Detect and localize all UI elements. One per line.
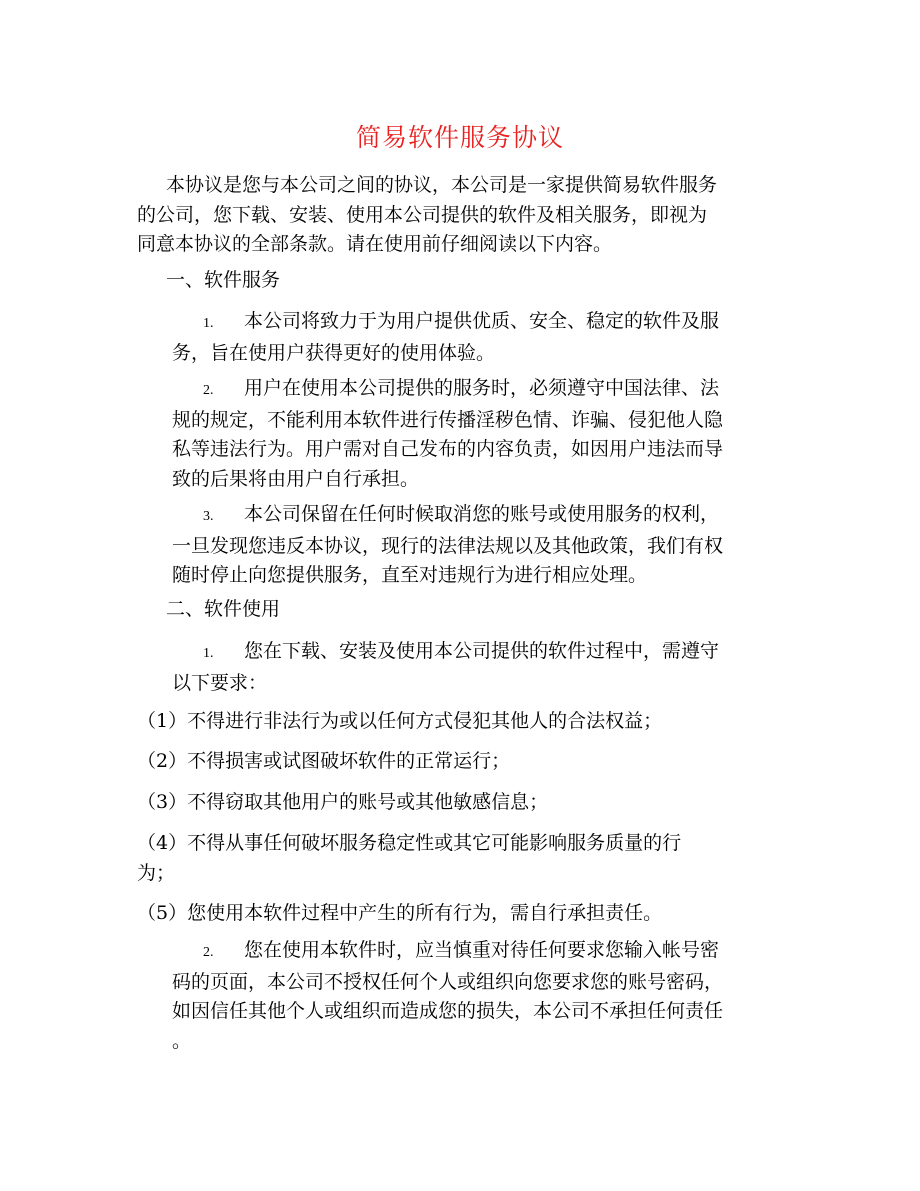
document-title: 简易软件服务协议 — [355, 123, 564, 152]
intro-line-1: 本协议是您与本公司之间的协议，本公司是一家提供简易软件服务 — [166, 174, 718, 196]
section2-item-1 — [172, 637, 719, 698]
requirement-1: （1）不得进行非法行为或以任何方式侵犯其他人的合法权益； — [137, 710, 663, 732]
requirement-3: （3）不得窃取其他用户的账号或其他敏感信息； — [137, 791, 549, 813]
requirement-4-line-1: （4）不得从事任何破坏服务稳定性或其它可能影响服务质量的行 — [137, 832, 682, 854]
section1-item-2-line-3: 私等违法行为。用户需对自己发布的内容负责，如因用户违法而导 — [172, 438, 724, 460]
requirement-5: （5）您使用本软件过程中产生的所有行为，需自行承担责任。 — [137, 902, 663, 924]
section1-item-2-line-2: 规的规定，不能利用本软件进行传播淫秽色情、诈骗、侵犯他人隐 — [172, 408, 724, 431]
item-text: 您在使用本软件时，应当慎重对待任何要求您输入帐号密 — [244, 939, 720, 961]
item-text: 您在下载、安装及使用本公司提供的软件过程中，需遵守 — [244, 640, 720, 662]
section-heading-1: 一、软件服务 — [166, 269, 281, 291]
item-text: 用户在使用本公司提供的服务时，必须遵守中国法律、法 — [244, 377, 720, 399]
requirement-4-line-2: 为； — [137, 861, 176, 884]
section1-item-1-line-2: 务，旨在使用户获得更好的使用体验。 — [172, 341, 496, 364]
intro-line-3: 同意本协议的全部条款。请在使用前仔细阅读以下内容。 — [137, 233, 613, 255]
item-number: 2. — [203, 383, 214, 398]
section1-item-3 — [172, 500, 723, 591]
item-number: 2. — [203, 945, 214, 960]
section1-item-3-line-1 — [172, 500, 723, 532]
section2-item-2-line-2: 码的页面，本公司不授权任何个人或组织向您要求您的账号密码， — [172, 970, 724, 993]
section2-item-2-line-4: 。 — [172, 1029, 192, 1052]
intro-line-2: 的公司，您下载、安装、使用本公司提供的软件及相关服务，即视为 — [137, 203, 708, 226]
item-number: 1. — [203, 646, 214, 661]
section1-item-3-line-3: 随时停止向您提供服务，直至对违规行为进行相应处理。 — [172, 564, 648, 586]
item-number: 1. — [203, 316, 214, 331]
section2-item-2-line-1 — [172, 936, 723, 968]
requirement-2: （2）不得损害或试图破坏软件的正常运行； — [137, 750, 511, 772]
section2-item-1-line-1 — [172, 637, 719, 669]
section2-item-2 — [172, 936, 723, 1056]
item-text: 本公司保留在任何时候取消您的账号或使用服务的权利， — [244, 503, 720, 525]
section2-item-1-line-2: 以下要求： — [172, 671, 268, 694]
section1-item-1-line-1 — [172, 307, 719, 339]
item-text: 本公司将致力于为用户提供优质、安全、稳定的软件及服 — [244, 310, 720, 332]
requirement-4 — [137, 829, 681, 888]
section1-item-2-line-4: 致的后果将由用户自行承担。 — [172, 467, 420, 490]
section-heading-2: 二、软件使用 — [166, 598, 281, 620]
section1-item-2-line-1 — [172, 374, 723, 406]
item-number: 3. — [203, 509, 214, 524]
section1-item-2 — [172, 374, 723, 494]
section2-item-2-line-3: 如因信任其他个人或组织而造成您的损失，本公司不承担任何责任 — [172, 1000, 724, 1022]
section1-item-3-line-2: 一旦发现您违反本协议，现行的法律法规以及其他政策，我们有权 — [172, 534, 724, 557]
section1-item-1 — [172, 307, 719, 368]
intro-paragraph — [137, 171, 717, 260]
